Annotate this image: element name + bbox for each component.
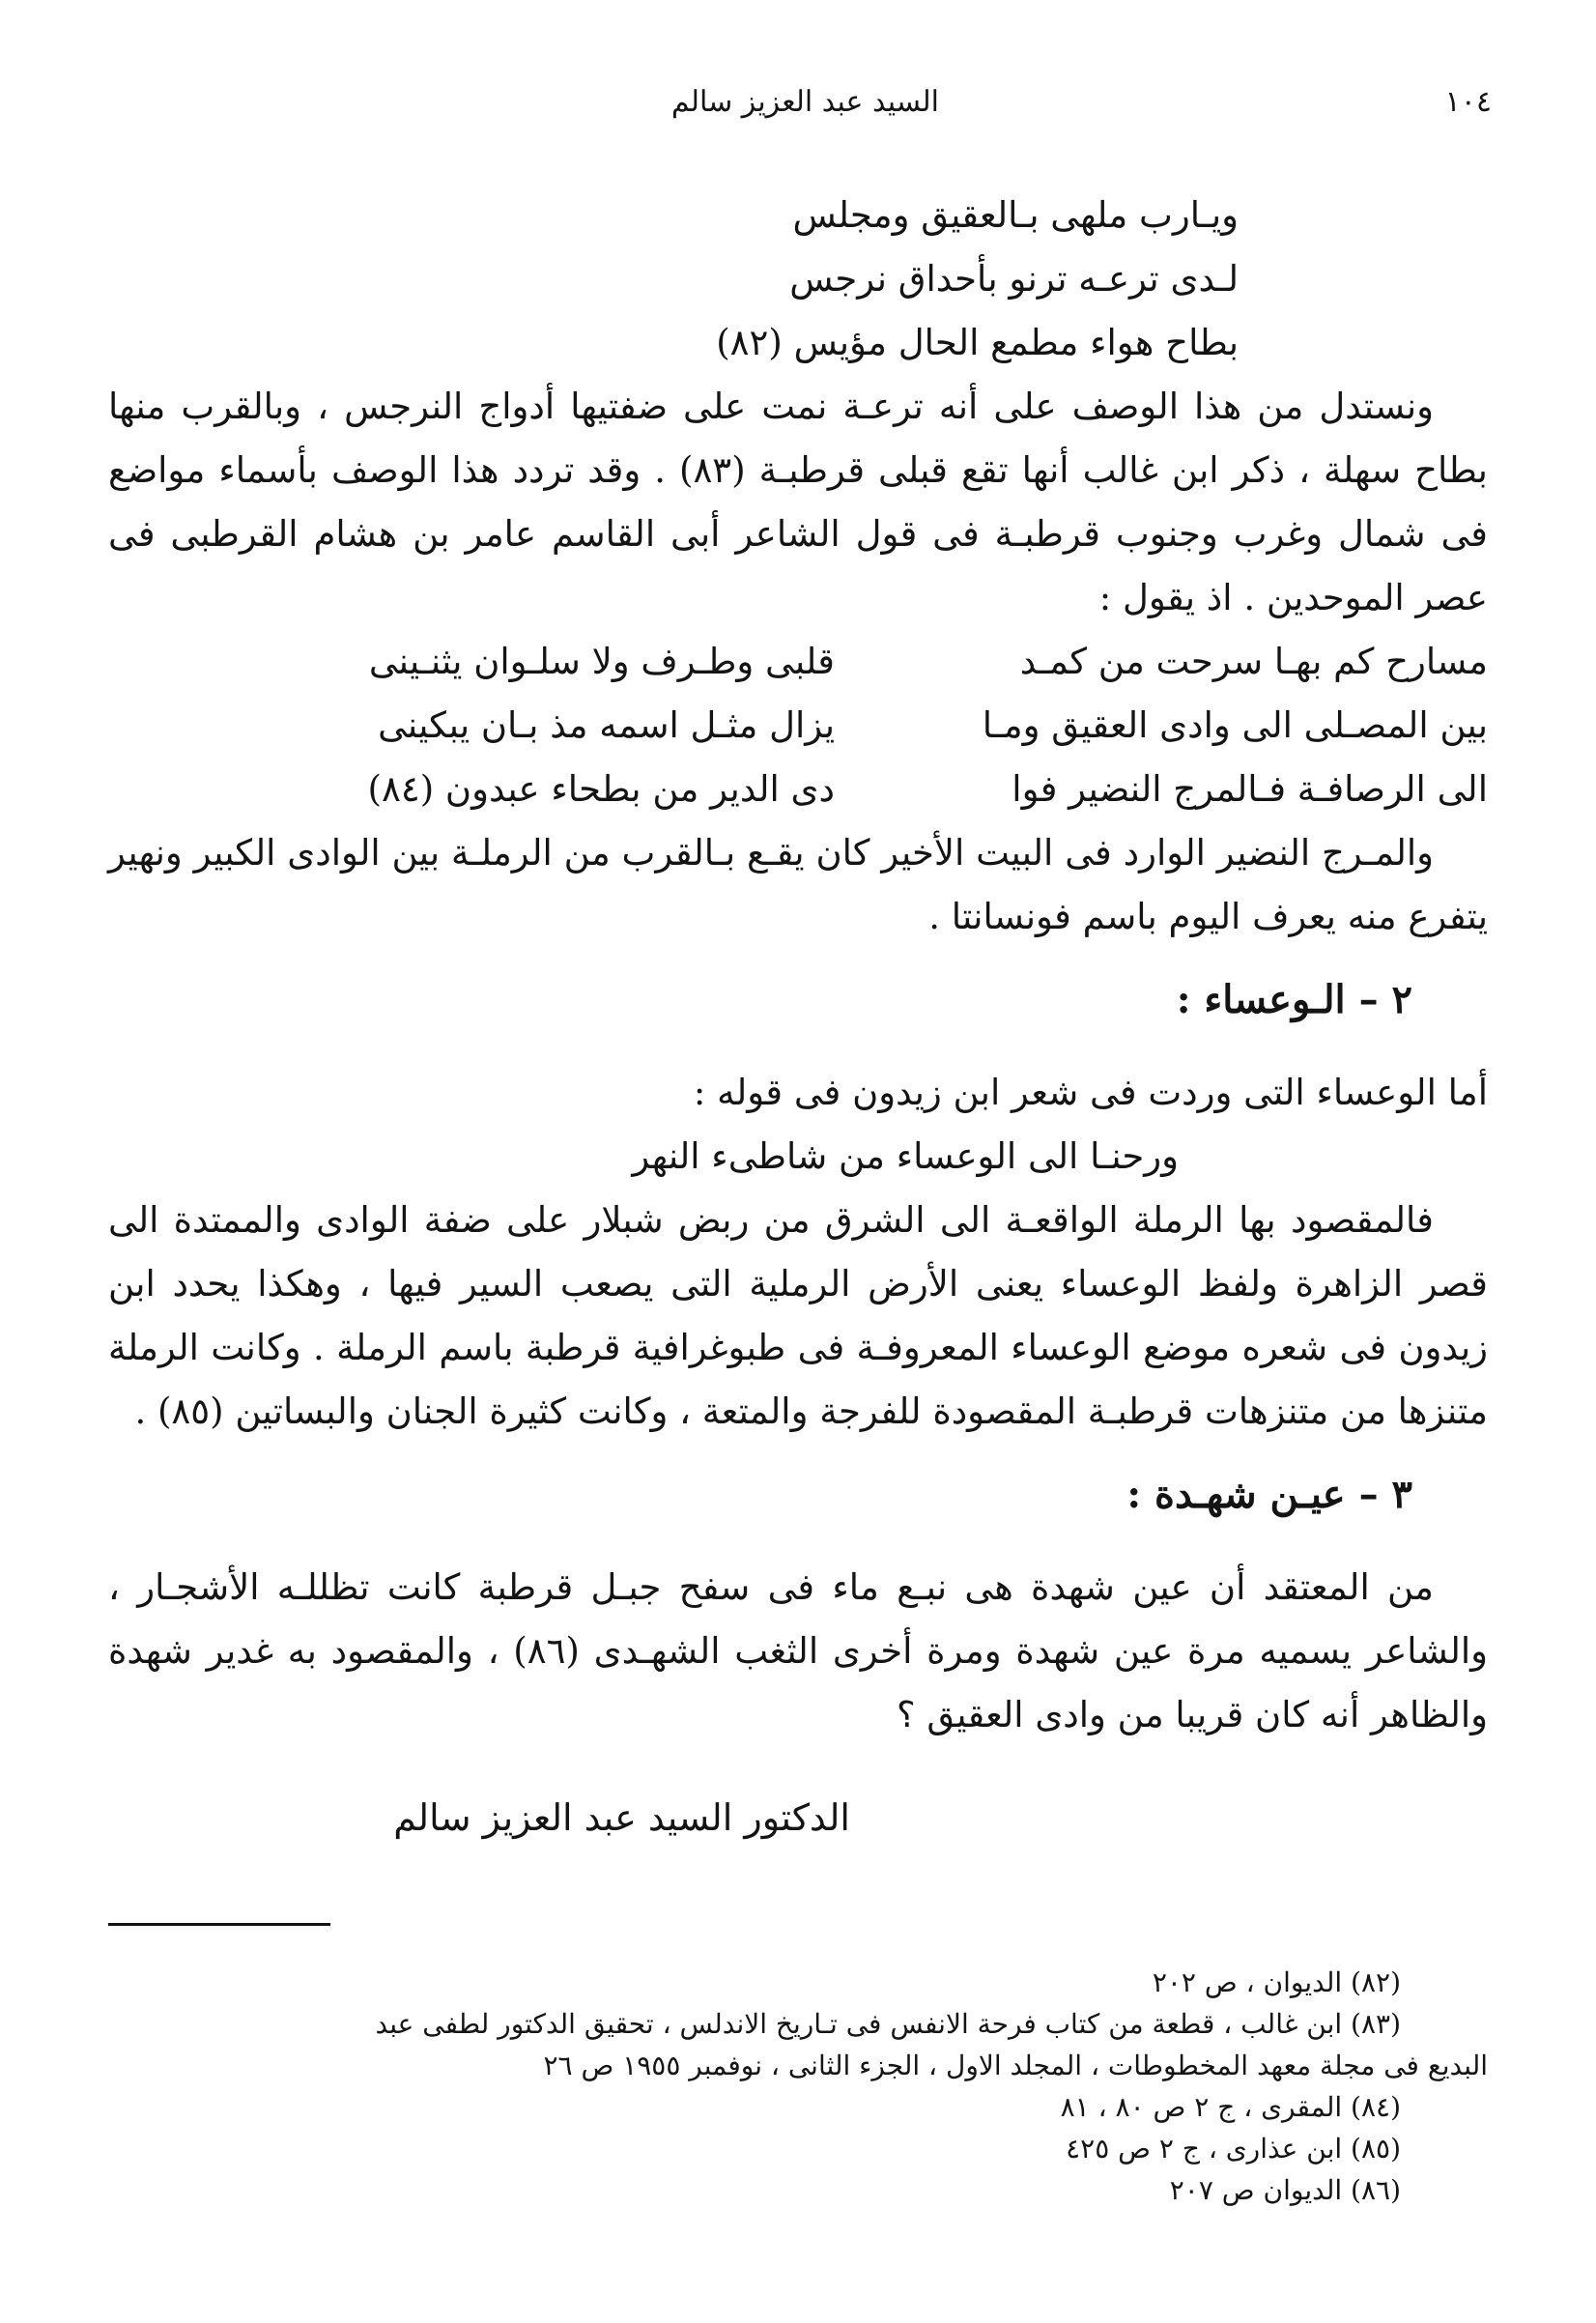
- paragraph: والمـرج النضير الوارد فى البيت الأخير كان يقـع بـالقرب من الرملـة بين الوادى الكبير ونهير يتفرع منه يعرف اليوم باسم فونسانتا .: [108, 832, 1488, 937]
- footnote: (٨٥) ابن عذارى ، ج ٢ ص ٤٢٥: [1066, 2133, 1401, 2165]
- body-text: [108, 184, 1488, 1850]
- poem-hemistich: دى الدير من بطحاء عبدون (٨٤): [367, 768, 835, 810]
- section-heading: ٣ – عيـن شهـدة :: [1126, 1472, 1412, 1517]
- author-signature: الدكتور السيد عبد العزيز سالم: [393, 1796, 850, 1839]
- poem-hemistich: يزال مثـل اسمه مذ بـان يبكينى: [378, 704, 835, 746]
- poem-couplet: [108, 630, 1488, 694]
- paragraph: ونستدل من هذا الوصف على أنه ترعـة نمت على ضفتيها أدواج النرجس ، وبالقرب منها بطاح سهلة ، ذكر ابن غالب أنها تقع قبلى قرطبـة (٨٣) . وقد تردد هذا الوصف بأسماء مواضع فى شمال وغرب وجنوب قرطبـة فى قول الشاعر أبى القاسم عامر بن هشام القرطبى فى عصر الموحدين . اذ يقول :: [108, 386, 1488, 618]
- verse-line: ورحنـا الى الوعساء من شاطىء النهر: [632, 1135, 1179, 1177]
- paragraph: فالمقصود بها الرملة الواقعـة الى الشرق من ربض شبلار على ضفة الوادى والممتدة الى قصر الزاهرة ولفظ الوعساء يعنى الأرض الرملية التى يصعب السير فيها ، وهكذا يحدد ابن زيدون فى شعره موضع الوعساء المعروفـة فى طبوغرافية قرطبة باسم الرملة . وكانت الرملة متنزها من متنزهات قرطبـة المقصودة للفرجة والمتعة ، وكانت كثيرة الجنان والبساتين (٨٥) .: [108, 1199, 1488, 1432]
- section-heading: ٢ – الـوعساء :: [1176, 977, 1412, 1022]
- footnote: (٨٢) الديوان ، ص ٢٠٢: [1152, 1966, 1401, 1998]
- verse-block-1: [108, 184, 1239, 375]
- poem-hemistich: قلبى وطـرف ولا سلـوان يثنـينى: [368, 641, 835, 682]
- footnote-divider: [108, 1923, 330, 1926]
- footnote: (٨٦) الديوان ص ٢٠٧: [1169, 2174, 1401, 2206]
- page-header: [0, 85, 1596, 133]
- page-number: ١٠٤: [1444, 85, 1492, 119]
- footnotes: [108, 1962, 1488, 2211]
- footnote: (٨٣) ابن غالب ، قطعة من كتاب فرحة الانفس فى تـاريخ الاندلس ، تحقيق الدكتور لطفى عبد: [375, 2008, 1401, 2040]
- verse-line: بطاح هواء مطمع الحال مؤيس (٨٢): [716, 322, 1239, 363]
- paragraph: من المعتقد أن عين شهدة هى نبـع ماء فى سفح جبـل قرطبة كانت تظللـه الأشجـار ، والشاعر يسميه مرة عين شهدة ومرة أخرى الثغب الشهـدى (٨٦) ، والمقصود به غدير شهدة والظاهر أنه كان قريبا من وادى العقيق ؟: [108, 1566, 1488, 1735]
- poem-couplet: [108, 694, 1488, 758]
- footnote-continuation: البديع فى مجلة معهد المخطوطات ، المجلد الاول ، الجزء الثانى ، نوفمبر ١٩٥٥ ص ٢٦: [543, 2050, 1488, 2081]
- poem-block: [108, 630, 1488, 821]
- poem-hemistich: بين المصـلى الى وادى العقيق ومـا: [982, 704, 1488, 746]
- poem-hemistich: مسارح كم بهـا سرحت من كمـد: [1019, 641, 1488, 682]
- paragraph: أما الوعساء التى وردت فى شعر ابن زيدون فى قوله :: [693, 1072, 1488, 1113]
- footnote: (٨٤) المقرى ، ج ٢ ص ٨٠ ، ٨١: [1060, 2091, 1401, 2123]
- running-head-author: السيد عبد العزيز سالم: [670, 85, 939, 119]
- poem-couplet: [108, 758, 1488, 821]
- verse-line: لـدى ترعـه ترنو بأحداق نرجس: [789, 258, 1239, 300]
- verse-line: ويـارب ملهى بـالعقيق ومجلس: [792, 194, 1239, 236]
- poem-hemistich: الى الرصافـة فـالمرج النضير فوا: [1012, 768, 1488, 810]
